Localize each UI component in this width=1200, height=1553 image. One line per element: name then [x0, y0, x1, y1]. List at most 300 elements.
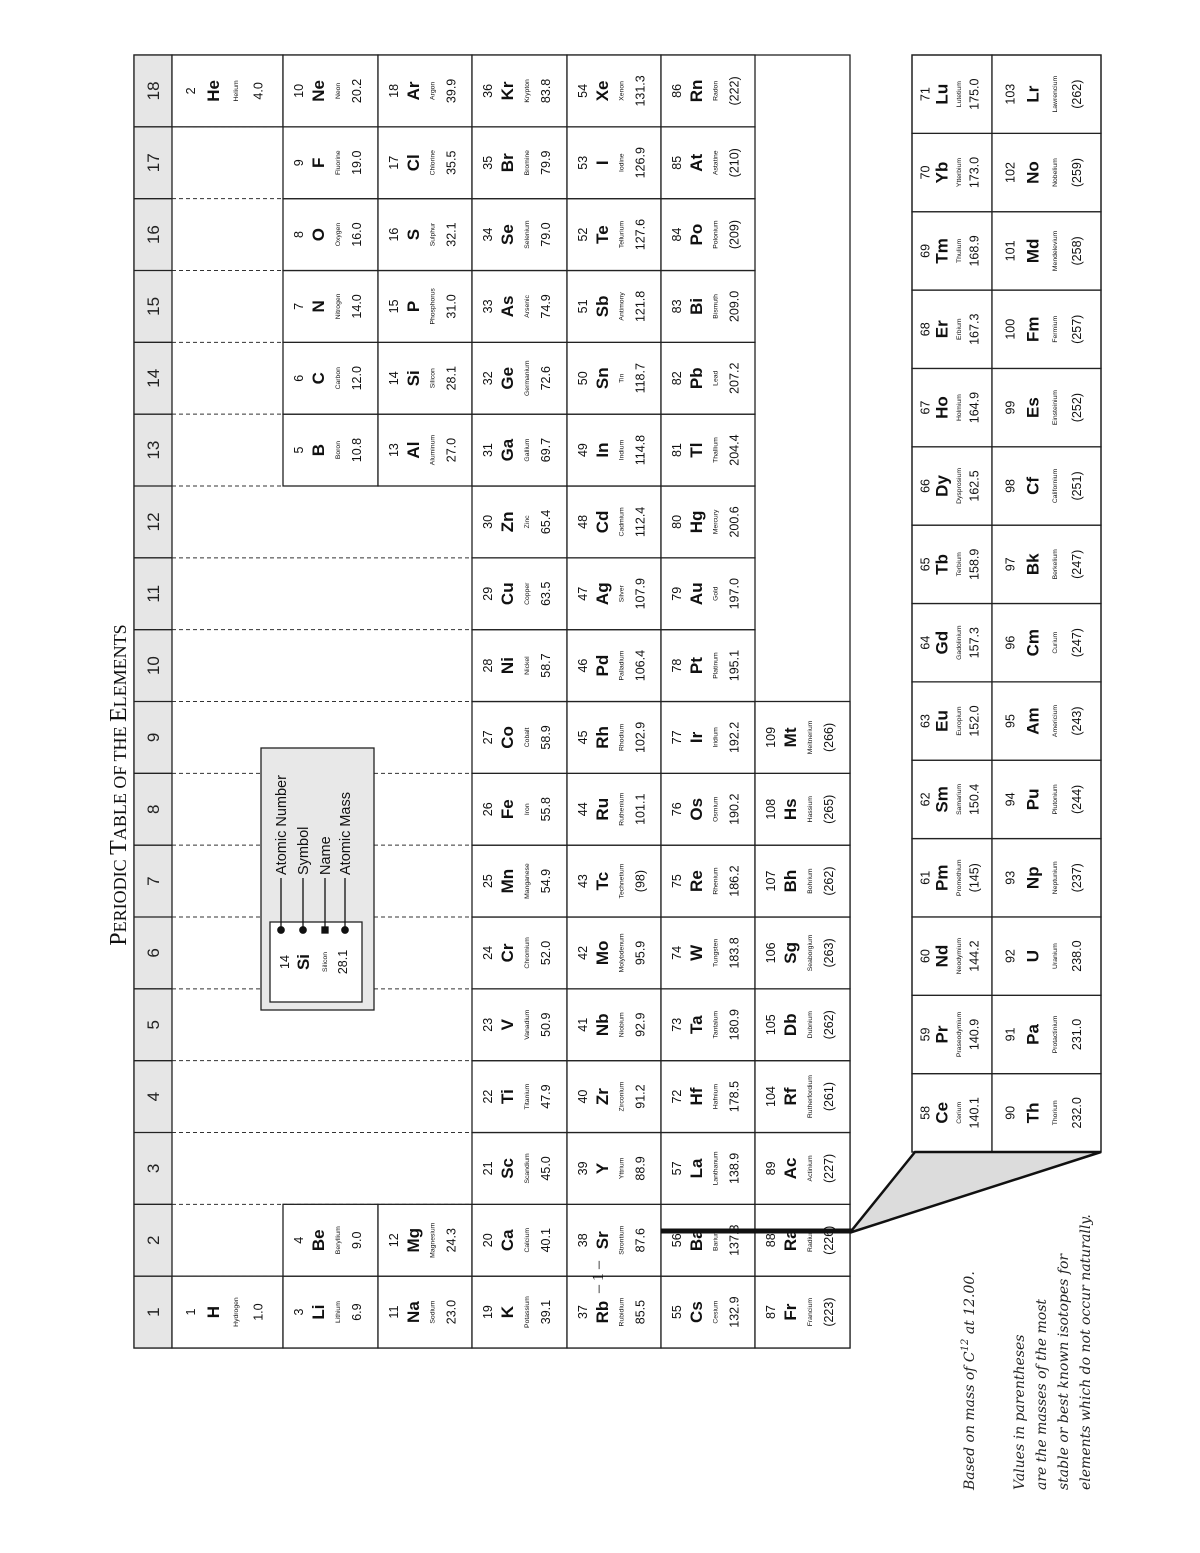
element-cell-ni	[472, 630, 567, 702]
atomic-mass: 204.4	[727, 434, 742, 466]
element-name: Holmium	[955, 394, 963, 422]
atomic-number: 104	[764, 1086, 779, 1108]
element-name: Americium	[1052, 704, 1060, 738]
element-name: Niobium	[618, 1012, 626, 1038]
group-header-11: 11	[144, 584, 163, 603]
element-name: Cesium	[712, 1300, 720, 1324]
atomic-number: 87	[764, 1305, 779, 1320]
element-symbol: Br	[498, 153, 518, 173]
element-cell-nb	[567, 989, 661, 1061]
atomic-mass: 92.9	[633, 1012, 648, 1037]
atomic-mass: 39.9	[444, 78, 459, 104]
element-symbol: Y	[592, 1162, 612, 1175]
element-symbol: Zr	[592, 1088, 612, 1106]
atomic-number: 36	[481, 83, 496, 98]
atomic-number: 74	[669, 945, 684, 960]
element-cell-tm	[912, 212, 992, 290]
element-symbol: Ge	[498, 366, 518, 390]
atomic-mass: 232.0	[1070, 1097, 1085, 1129]
element-symbol: Lr	[1023, 85, 1043, 103]
group-header-5: 5	[144, 1020, 163, 1030]
atomic-mass: 27.0	[444, 437, 459, 463]
element-symbol: Es	[1023, 397, 1043, 419]
element-symbol: Si	[403, 370, 423, 387]
element-symbol: La	[686, 1158, 706, 1179]
atomic-mass: 50.9	[539, 1012, 554, 1037]
element-name: Chromium	[524, 937, 532, 969]
element-cell-pm	[912, 839, 992, 917]
element-cell-po	[661, 199, 755, 271]
atomic-number: 60	[918, 949, 933, 964]
element-symbol: Ti	[498, 1089, 518, 1104]
element-symbol: At	[686, 153, 706, 172]
element-name: Rutherfordium	[807, 1075, 815, 1119]
element-name: Bismuth	[712, 294, 720, 319]
element-cell-si	[378, 342, 472, 414]
element-symbol: Sn	[592, 367, 612, 390]
element-name: Carbon	[335, 367, 343, 390]
element-symbol: Au	[686, 582, 706, 606]
atomic-number: 41	[575, 1017, 590, 1032]
element-symbol: Mg	[403, 1227, 423, 1253]
element-cell-pu	[992, 760, 1101, 838]
atomic-mass: (252)	[1070, 393, 1085, 423]
element-cell-ir	[661, 702, 755, 774]
element-cell-th	[992, 1074, 1101, 1152]
atomic-number: 90	[1003, 1105, 1018, 1120]
f-block-table	[912, 55, 1101, 1152]
element-cell-hf	[661, 1061, 755, 1133]
atomic-mass: 88.9	[633, 1156, 648, 1181]
atomic-mass: 79.9	[539, 150, 554, 175]
atomic-number: 103	[1003, 83, 1018, 105]
element-symbol: In	[592, 442, 612, 458]
atomic-mass: 157.3	[967, 627, 982, 659]
atomic-number: 79	[669, 586, 684, 601]
element-cell-ga	[472, 414, 567, 486]
element-cell-rf	[755, 1061, 850, 1133]
element-name: Hafnium	[712, 1083, 720, 1110]
element-name: Uranium	[1052, 943, 1060, 969]
element-cell-ge	[472, 342, 567, 414]
element-symbol: Hs	[781, 798, 801, 821]
atomic-number: 7	[292, 302, 307, 310]
element-name: Tin	[618, 373, 626, 383]
element-symbol: Hf	[686, 1087, 706, 1106]
atomic-number: 20	[481, 1233, 496, 1248]
element-name: Meitnerium	[807, 720, 815, 755]
parentheses-note-line-1: Values in parentheses	[1012, 1334, 1028, 1490]
element-cell-rh	[567, 702, 661, 774]
element-cell-au	[661, 558, 755, 630]
element-name: Thallium	[712, 437, 720, 463]
element-cell-cu	[472, 558, 567, 630]
atomic-number: 97	[1003, 557, 1018, 572]
atomic-mass: 32.1	[444, 222, 459, 247]
atomic-mass: 168.9	[967, 235, 982, 267]
atomic-number: 63	[918, 714, 933, 728]
element-name: Berkelium	[1052, 549, 1060, 580]
element-cell-er	[912, 290, 992, 368]
element-name: Selenium	[524, 220, 532, 249]
element-name: Scandium	[524, 1153, 532, 1184]
element-name: Thorium	[1052, 1100, 1060, 1126]
element-name: Arsenic	[524, 295, 532, 318]
element-cell-as	[472, 271, 567, 343]
element-symbol: Eu	[932, 710, 952, 732]
element-name: Seaborgium	[807, 934, 815, 972]
element-symbol: Sr	[592, 1231, 612, 1250]
element-name: Actinium	[807, 1155, 815, 1182]
element-symbol: Th	[1023, 1102, 1043, 1124]
element-name: Molybdenum	[618, 933, 626, 973]
atomic-number: 59	[918, 1027, 933, 1042]
element-name: Neodymium	[955, 937, 963, 975]
legend-label-name: Name	[318, 836, 334, 875]
atomic-mass: 45.0	[539, 1156, 554, 1181]
element-name: Promethium	[955, 859, 963, 897]
atomic-mass: (263)	[822, 938, 837, 968]
atomic-number: 67	[918, 400, 933, 415]
element-name: Krypton	[524, 79, 532, 103]
atomic-number: 25	[481, 874, 496, 889]
atomic-mass: 85.5	[633, 1299, 648, 1325]
atomic-mass: 186.2	[727, 865, 742, 897]
element-cell-zn	[472, 486, 567, 558]
element-symbol: W	[686, 944, 706, 961]
element-cell-cl	[378, 127, 472, 199]
atomic-number: 30	[481, 514, 496, 529]
atomic-number: 89	[764, 1161, 779, 1176]
element-cell-bi	[661, 271, 755, 343]
element-symbol: O	[309, 227, 329, 242]
atomic-mass: 12.0	[350, 366, 365, 391]
element-cell-sb	[567, 271, 661, 343]
element-cell-bh	[755, 845, 850, 917]
element-name: Dubnium	[807, 1011, 815, 1039]
atomic-mass: 167.3	[967, 313, 982, 345]
element-name: Mercury	[712, 509, 720, 535]
element-name: Lead	[712, 370, 720, 386]
atomic-mass: (262)	[822, 866, 837, 896]
atomic-number: 29	[481, 586, 496, 601]
atomic-mass: 144.2	[967, 940, 982, 972]
element-name: Plutonium	[1052, 784, 1060, 815]
element-name: Lanthanum	[712, 1151, 720, 1186]
element-name: Lutetium	[955, 81, 963, 108]
atomic-mass: 180.9	[727, 1009, 742, 1041]
element-cell-sn	[567, 342, 661, 414]
element-name: Curium	[1052, 631, 1060, 654]
atomic-number: 100	[1003, 318, 1018, 340]
element-symbol: Mn	[498, 868, 518, 894]
atomic-mass: 16.0	[350, 222, 365, 247]
atomic-mass: 23.0	[444, 1299, 459, 1325]
atomic-mass: (259)	[1070, 157, 1085, 188]
element-cell-p	[378, 271, 472, 343]
atomic-mass: (223)	[822, 1297, 837, 1327]
element-name: Radium	[807, 1228, 815, 1252]
atomic-mass: 52.0	[539, 940, 554, 966]
element-cell-sm	[912, 760, 992, 838]
element-name: Praseodymium	[955, 1011, 963, 1058]
atomic-mass: 231.0	[1070, 1018, 1085, 1051]
atomic-mass: 209.0	[727, 290, 742, 323]
atomic-number: 64	[918, 635, 933, 650]
element-name: Protactinium	[1052, 1015, 1060, 1054]
atomic-number: 80	[669, 514, 684, 529]
atomic-number: 24	[481, 945, 496, 960]
element-symbol: Ag	[592, 582, 612, 606]
element-name: Rhodium	[618, 723, 626, 752]
atomic-number: 23	[481, 1017, 496, 1032]
element-symbol: Ga	[498, 438, 518, 462]
element-cell-na	[378, 1276, 472, 1348]
atomic-mass: 121.8	[633, 290, 648, 323]
atomic-mass: (222)	[727, 76, 742, 106]
element-symbol: Cd	[592, 510, 612, 534]
element-name: Lithium	[335, 1301, 343, 1324]
atomic-mass: 238.0	[1070, 940, 1085, 972]
element-symbol: Pr	[932, 1025, 952, 1044]
element-name: Germanium	[524, 360, 532, 397]
atomic-mass: 138.9	[727, 1152, 742, 1185]
element-name: Phosphorus	[429, 288, 437, 325]
atomic-mass: (247)	[1070, 549, 1085, 579]
element-cell-mg	[378, 1204, 472, 1276]
element-cell-la	[661, 1133, 755, 1205]
element-name: Neon	[335, 82, 343, 100]
element-cell-gd	[912, 604, 992, 682]
atomic-mass: (266)	[822, 722, 837, 753]
element-cell-eu	[912, 682, 992, 760]
atomic-number: 14	[386, 371, 401, 386]
element-symbol: Ac	[781, 1157, 801, 1180]
atomic-mass: 87.6	[633, 1228, 648, 1253]
atomic-number: 65	[918, 557, 933, 572]
element-cell-at	[661, 127, 755, 199]
atomic-mass: 164.9	[967, 391, 982, 424]
element-cell-ra	[755, 1204, 850, 1276]
atomic-number: 96	[1003, 635, 1018, 650]
atomic-mass: 47.9	[539, 1084, 554, 1109]
atomic-number: 99	[1003, 400, 1018, 415]
atomic-mass: 112.4	[633, 506, 648, 538]
group-header-9: 9	[144, 732, 163, 743]
atomic-number: 95	[1003, 714, 1018, 728]
element-name: Copper	[524, 582, 532, 605]
element-cell-hs	[755, 773, 850, 845]
atomic-number: 72	[669, 1089, 684, 1104]
element-symbol: H	[204, 1305, 224, 1319]
element-cell-am	[992, 682, 1101, 760]
element-name: Dysprosium	[955, 468, 963, 504]
element-name: Mendelevium	[1052, 230, 1060, 272]
group-header-14: 14	[144, 368, 163, 388]
atomic-mass: 55.8	[539, 797, 554, 822]
element-cell-sg	[755, 917, 850, 989]
element-cell-pr	[912, 995, 992, 1073]
atomic-number: 82	[669, 371, 684, 386]
element-symbol: Sm	[932, 786, 952, 813]
element-cell-dy	[912, 447, 992, 525]
element-cell-fe	[472, 773, 567, 845]
atomic-mass: (209)	[727, 219, 742, 250]
element-name: Titanium	[524, 1083, 532, 1110]
element-name: Europium	[955, 706, 963, 736]
group-header-3: 3	[144, 1163, 163, 1174]
element-cell-cd	[567, 486, 661, 558]
element-name: Strontium	[618, 1225, 626, 1255]
element-symbol: Tm	[932, 238, 952, 264]
atomic-number: 91	[1003, 1027, 1018, 1042]
atomic-mass: 1.0	[251, 1303, 266, 1321]
element-symbol: Se	[498, 224, 518, 245]
atomic-mass: (243)	[1070, 706, 1085, 736]
element-symbol: Be	[309, 1229, 329, 1252]
atomic-number: 46	[575, 658, 590, 673]
element-name: Cerium	[955, 1101, 963, 1124]
element-name: Beryllium	[335, 1226, 343, 1255]
group-header-10: 10	[144, 656, 163, 676]
element-name: Nobelium	[1052, 158, 1060, 187]
element-symbol: Hg	[686, 510, 706, 534]
atomic-number: 45	[575, 730, 590, 745]
element-symbol: Pa	[1023, 1024, 1043, 1045]
element-cell-re	[661, 845, 755, 917]
element-name: Palladium	[618, 650, 626, 681]
element-symbol: P	[403, 300, 423, 313]
element-cell-h	[172, 1276, 283, 1348]
legend-sample-symbol: Si	[294, 953, 313, 971]
atomic-mass: 114.8	[633, 434, 648, 466]
element-cell-fr	[755, 1276, 850, 1348]
atomic-number: 17	[386, 155, 401, 170]
atomic-mass: 152.0	[967, 705, 982, 737]
group-header-4: 4	[144, 1091, 163, 1102]
element-symbol: Re	[686, 870, 706, 892]
atomic-mass: 140.1	[967, 1097, 982, 1129]
atomic-number: 5	[292, 446, 307, 454]
element-cell-y	[567, 1133, 661, 1205]
group-header-7: 7	[144, 876, 163, 886]
atomic-number: 53	[575, 155, 590, 170]
element-name: Magnesium	[429, 1222, 437, 1258]
atomic-mass: (237)	[1070, 863, 1085, 893]
element-symbol: Pm	[932, 864, 952, 891]
element-symbol: Sb	[592, 295, 612, 318]
element-symbol: Li	[309, 1304, 329, 1320]
element-symbol: Rn	[686, 79, 706, 103]
element-cell-pd	[567, 630, 661, 702]
element-name: Platinum	[712, 652, 720, 679]
element-symbol: U	[1023, 949, 1043, 963]
atomic-mass: 192.2	[727, 721, 742, 754]
atomic-mass: 195.1	[727, 649, 742, 682]
element-cell-db	[755, 989, 850, 1061]
element-symbol: Lu	[932, 83, 952, 105]
element-cell-zr	[567, 1061, 661, 1133]
element-cell-ti	[472, 1061, 567, 1133]
element-cell-cm	[992, 604, 1101, 682]
element-symbol: Os	[686, 797, 706, 821]
element-cell-rn	[661, 55, 755, 127]
element-symbol: Pu	[1023, 788, 1043, 811]
element-symbol: Rf	[781, 1087, 801, 1106]
element-symbol: Tb	[932, 553, 952, 575]
atomic-number: 31	[481, 443, 496, 458]
atomic-mass: 183.8	[727, 937, 742, 969]
element-symbol: Sc	[498, 1158, 518, 1179]
atomic-number: 19	[481, 1305, 496, 1320]
element-cell-no	[992, 133, 1101, 211]
element-symbol: B	[309, 443, 329, 457]
atomic-mass: 58.9	[539, 725, 554, 750]
atomic-mass: 158.9	[967, 548, 982, 580]
atomic-mass: 65.4	[539, 509, 554, 535]
atomic-mass: (247)	[1070, 628, 1085, 658]
element-name: Bromine	[524, 150, 532, 176]
atomic-mass: 28.1	[444, 366, 459, 391]
atomic-mass: 127.6	[633, 218, 648, 251]
group-header-13: 13	[144, 440, 163, 460]
element-symbol: Na	[403, 1301, 423, 1323]
element-name: Barium	[712, 1229, 720, 1252]
atomic-mass: 175.0	[967, 78, 982, 110]
atomic-number: 6	[292, 374, 307, 382]
element-name: Gallium	[524, 438, 532, 462]
atomic-number: 52	[575, 227, 590, 242]
element-symbol: Gd	[932, 630, 952, 655]
element-symbol: Nb	[592, 1013, 612, 1037]
atomic-mass: 63.5	[539, 581, 554, 606]
atomic-mass: (227)	[822, 1153, 837, 1184]
element-symbol: Dy	[932, 475, 952, 497]
element-name: Bohrium	[807, 868, 815, 894]
element-symbol: N	[309, 300, 329, 313]
legend-label-symbol: Symbol	[296, 826, 312, 875]
atomic-number: 32	[481, 371, 496, 386]
group-header-6: 6	[144, 948, 163, 958]
element-cell-co	[472, 702, 567, 774]
element-cell-ar	[378, 55, 472, 127]
element-name: Terbium	[955, 552, 963, 577]
atomic-mass: (251)	[1070, 471, 1085, 501]
element-name: Sodium	[429, 1300, 437, 1324]
element-name: Yttrium	[618, 1157, 626, 1180]
element-cell-kr	[472, 55, 567, 127]
legend-box	[261, 748, 374, 1010]
element-cell-np	[992, 839, 1101, 917]
group-header-2: 2	[144, 1235, 163, 1245]
group-header-17: 17	[144, 153, 163, 173]
atomic-number: 86	[669, 83, 684, 98]
element-cell-pb	[661, 342, 755, 414]
element-symbol: No	[1023, 161, 1043, 184]
element-cell-v	[472, 989, 567, 1061]
atomic-number: 61	[918, 870, 933, 885]
atomic-number: 57	[669, 1161, 684, 1176]
atomic-mass: 35.5	[444, 150, 459, 175]
element-name: Zinc	[524, 515, 532, 529]
element-cell-xe	[567, 55, 661, 127]
element-name: Iron	[524, 803, 532, 816]
element-symbol: Ar	[403, 81, 423, 101]
element-symbol: Ne	[309, 80, 329, 102]
atomic-number: 101	[1003, 240, 1018, 262]
element-name: Astatine	[712, 150, 720, 176]
parentheses-note-line-3: stable or best known isotopes for	[1056, 1253, 1072, 1490]
